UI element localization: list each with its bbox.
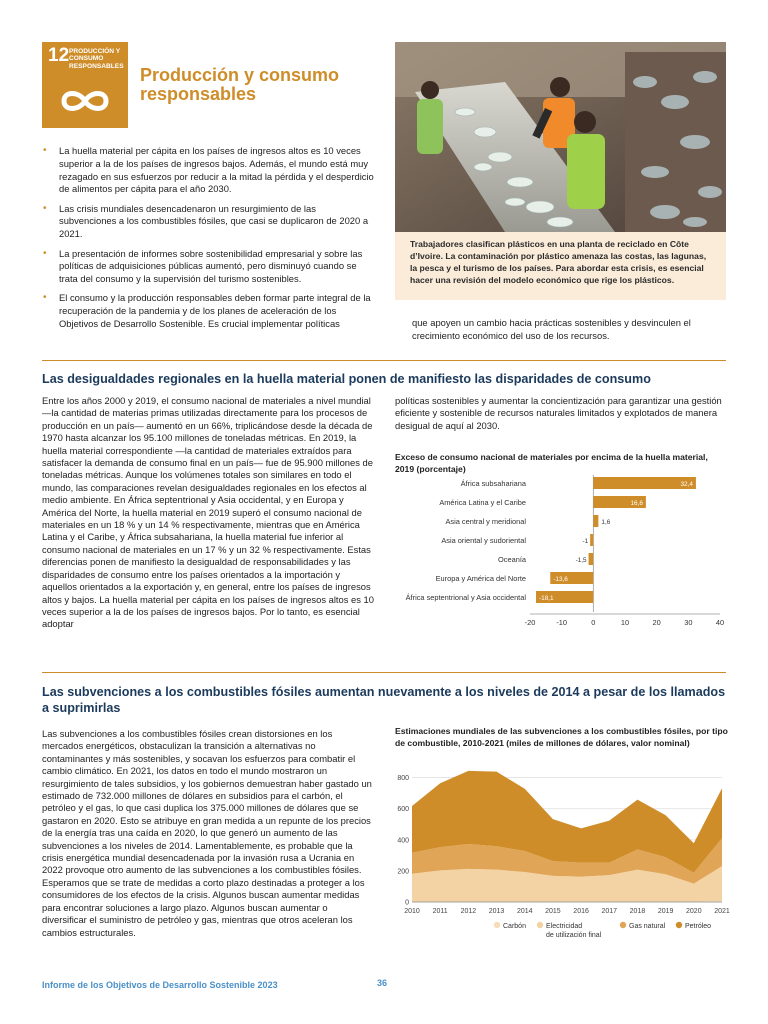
legend-label: Electricidad (546, 923, 583, 930)
page-number: 36 (377, 978, 388, 988)
x-tick-label: 2018 (629, 908, 646, 915)
x-tick-label: 2021 (714, 908, 730, 915)
bullet-item: • La presentación de informes sobre sostenibilidad empresarial y sobre las políticas de adquisiciones públicas aumentó, pero disminuyó cuando se trata del consumo y la supervisión del turismo sostenibles. (43, 247, 363, 285)
sdg-number: 12 (48, 45, 70, 66)
y-tick-label: 0 (405, 899, 409, 907)
legend-swatch (537, 922, 543, 928)
bar-3 (590, 534, 593, 546)
value-label: 16,6 (630, 500, 643, 507)
category-label: África septentrional y Asia occidental (405, 593, 526, 602)
value-label: -1 (582, 538, 589, 545)
bar-2 (593, 515, 598, 527)
x-tick-label: 2010 (404, 908, 420, 915)
x-tick-label: 20 (652, 618, 661, 627)
x-tick-label: 2015 (545, 908, 561, 915)
y-tick-label: 600 (397, 806, 409, 814)
section1-heading: Las desigualdades regionales en la huella material ponen de manifiesto las disparidades de consumo (42, 372, 651, 386)
infinity-icon (58, 86, 112, 116)
legend-label: Gas natural (629, 923, 666, 930)
section1-body-col2: políticas sostenibles y aumentar la concientización para garantizar una gestión eficiente y sostenible de recursos naturales limitados y explotados de manera desigual de aquí al 2030. (395, 395, 722, 431)
section2-heading: Las subvenciones a los combustibles fósiles aumentan nuevamente a los niveles de 2014 a pesar de los llamados a suprimirlas (42, 685, 726, 715)
x-tick-label: 2012 (460, 908, 477, 915)
y-tick-label: 800 (397, 775, 409, 783)
x-tick-label: 2017 (601, 908, 618, 915)
section2-body-col1: Las subvenciones a los combustibles fósiles crean distorsiones en los mercados energéticos, obstaculizan la transición a alternativas no contaminantes y más sostenibles, y socavan los esfuerzos para combatir el cambio climático. En 2021, los datos en todo el mundo mostraron un resurgimiento de tales subsidios, y los gobiernos demuestran haber gastado un estimado de 732.000 millones de dólares en subsidios para el carbón, el petróleo y el gas, lo que casi duplica los 375.000 millones de dólares que se gastaron en 2020. Esto se atribuye en gran medida a un repunte de los precios de la energía tras una caída en 2020, lo que generó un aumento de las subvenciones a los niveles de 2014. Lamentablemente, es probable que la crisis energética mundial desencadenada por la invasión rusa a Ucrania en 2022 provoque otro aumento de las subvenciones a los combustibles fósiles. Esperamos que se trate de medidas a corto plazo destinadas a proteger a los consumidores de los efectos de la crisis. Algunos buscan aumentar medidas para encontrar soluciones a largo plazo. Algunos buscan aumentar o diversificar el suministro de petróleo y gas, mientras que otros aceleran los cambios estructurales. (42, 728, 372, 938)
key-points-list (42, 145, 374, 337)
bullet-item: • La huella material per cápita en los países de ingresos altos es 10 veces superior a la de los países de ingresos bajos. Además, el mundo está muy rezagado en sus esfuerzos por reducir a la mitad la pérdida y el desperdicio de alimentos per cápita para el año 2030. (43, 145, 374, 195)
x-tick-label: -20 (524, 618, 536, 627)
x-tick-label: 2020 (686, 908, 702, 915)
y-tick-label: 200 (397, 868, 409, 876)
x-tick-label: 2013 (488, 908, 505, 915)
category-label: Asia central y meridional (445, 517, 526, 526)
sdg-label: PRODUCCIÓN Y CONSUMO RESPONSABLES (69, 48, 124, 70)
legend-label-cont: de utilización final (546, 932, 602, 939)
photo-caption: Trabajadores clasifican plásticos en una planta de reciclado en Côte d’Ivoire. La contaminación por plástico amenaza las costas, las lagunas, la pesca y el turismo de los países. Para abordar esta crisis, es esencial hacer una revisión del modelo económico que rige los plásticos. (410, 239, 707, 285)
section-divider (42, 360, 726, 361)
legend-swatch (620, 922, 626, 928)
legend-swatch (676, 922, 682, 928)
x-tick-label: 2016 (573, 908, 589, 915)
sdg-12-icon (42, 42, 128, 128)
category-label: Europa y América del Norte (435, 574, 526, 583)
bar-chart-title: Exceso de consumo nacional de materiales por encima de la huella material, 2019 (porcentaje) (395, 452, 708, 474)
material-footprint-bar-chart (395, 475, 726, 625)
value-label: 1,6 (601, 519, 611, 526)
x-tick-label: 2011 (432, 908, 448, 915)
x-tick-label: 40 (715, 618, 725, 627)
section-divider (42, 672, 726, 673)
category-label: África subsahariana (460, 479, 526, 488)
x-tick-label: 30 (684, 618, 693, 627)
bar-4 (589, 553, 594, 565)
x-tick-label: 2019 (657, 908, 674, 915)
legend-swatch (494, 922, 500, 928)
recycling-plant-photo (395, 42, 726, 232)
area-chart-title: Estimaciones mundiales de las subvenciones a los combustibles fósiles, por tipo de combustible, 2010-2021 (miles de millones de dólares, valor nominal) (395, 726, 728, 748)
x-tick-label: -10 (556, 618, 568, 627)
bullet-item: • El consumo y la producción responsables deben formar parte integral de la recuperación de la pandemia y de los planes de aceleración de los Objetivos de Desarrollo Sostenible. Es crucial implementar políticas (43, 292, 371, 330)
value-label: -18,1 (539, 595, 554, 602)
category-label: Oceanía (498, 555, 526, 564)
value-label: 32,4 (680, 481, 693, 488)
bullet-continuation: que apoyen un cambio hacia prácticas sostenibles y desvinculen el crecimiento económico del uso de los recursos. (412, 317, 691, 341)
y-tick-label: 400 (397, 837, 409, 845)
value-label: -13,6 (553, 576, 568, 583)
goal-title: Producción y consumo responsables (140, 65, 340, 104)
x-tick-label: 0 (591, 618, 596, 627)
fossil-subsidies-area-chart (392, 756, 728, 956)
legend-label: Petróleo (685, 923, 712, 930)
category-label: América Latina y el Caribe (439, 498, 526, 507)
bullet-item: • Las crisis mundiales desencadenaron un resurgimiento de las subvenciones a los combustibles fósiles, que casi se duplicaron de 2020 a 2021. (43, 202, 369, 240)
x-tick-label: 2014 (516, 908, 533, 915)
category-label: Asia oriental y sudoriental (441, 536, 526, 545)
section1-body-col1: Entre los años 2000 y 2019, el consumo nacional de materiales a nivel mundial —la cantidad de materias primas utilizadas directamente para los procesos de producción en un país— aumentó en un 66%, triplicándose desde la década de 1970 hasta alcanzar los 95.100 millones de toneladas métricas. En 2019, la huella material correspondiente —la cantidad de materiales extraídos para satisfacer la demanda de consumo final en un país— fue de 95.900 millones de toneladas métricas. Aunque los volúmenes totales son similares en todo el mundo, las comparaciones revelan desigualdades regionales en los efectos al medio ambiente. En África septentrional y Asia occidental, y en Europa y América del Norte, la huella material en 2019 superó el consumo nacional de materiales en un 18 % y un 14 % respectivamente, mientras que en América Latina y el Caribe, y África subsahariana, la huella material fue inferior al consumo nacional de materiales en un 17 % y un 32 % respectivamente. Estas diferencias ponen de manifiesto la desigualdad de responsabilidades y las disparidades de consumo entre los países orientados a la importación y aquellos orientados a la exportación y, en general, entre los países de ingresos altos y bajos. La huella material per cápita en los países de ingresos altos es 10 veces superior a la de los países de ingresos bajos. Por lo tanto, es esencial adoptar (42, 395, 374, 630)
legend-label: Carbón (503, 923, 526, 930)
value-label: -1,5 (575, 557, 587, 564)
x-tick-label: 10 (620, 618, 630, 627)
footer-report-title: Informe de los Objetivos de Desarrollo Sostenible 2023 (42, 980, 278, 990)
